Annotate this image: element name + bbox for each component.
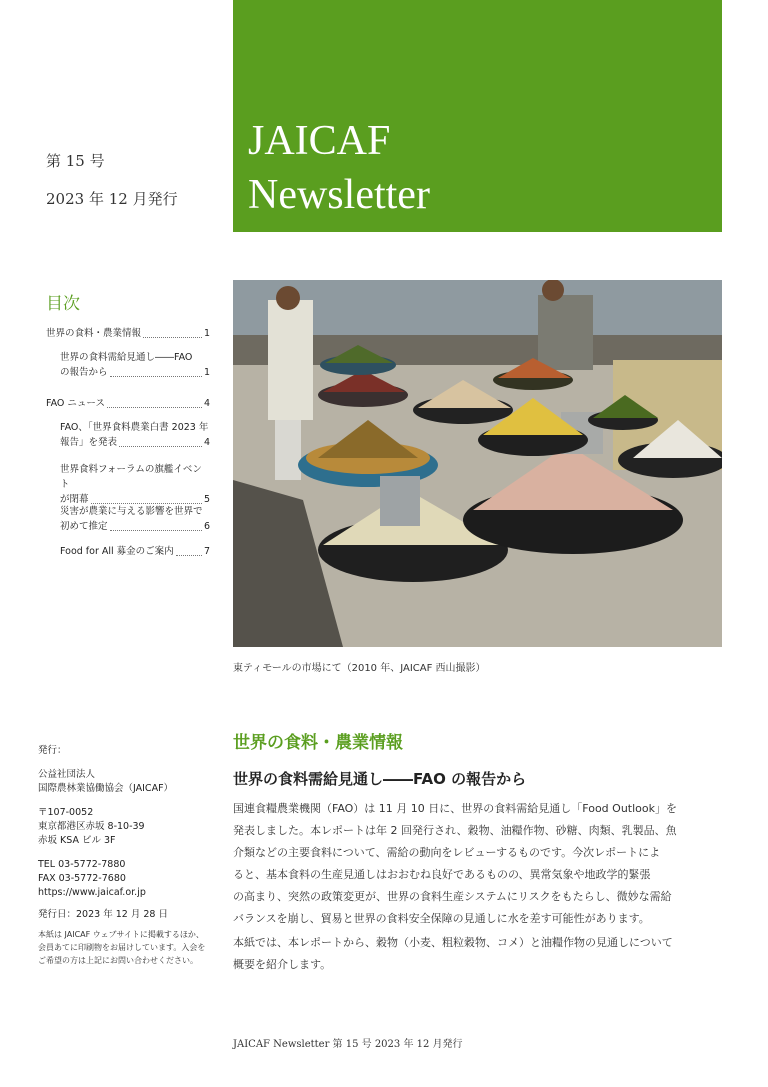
publisher-heading: 発行： bbox=[38, 745, 67, 756]
masthead-banner bbox=[233, 0, 722, 232]
publisher-note: 会員あてに印刷物をお届けしています。入会を bbox=[38, 943, 206, 952]
toc-entry[interactable] bbox=[46, 326, 210, 341]
publisher-tel: TEL 03-5772-7880 bbox=[38, 859, 126, 870]
article-line: 本紙では、本レポートから、穀物（小麦、粗粒穀物、コメ）と油糧作物の見通しについて bbox=[233, 936, 673, 949]
publisher-url[interactable]: https://www.jaicaf.or.jp bbox=[38, 887, 146, 898]
publisher-postal: 〒107-0052 bbox=[38, 807, 94, 818]
article-line: ると、基本食料の生産見通しはおおむね良好であるものの、異常気象や地政学的緊張 bbox=[233, 868, 651, 881]
issue-number: 第 15 号 bbox=[46, 152, 105, 170]
toc-entry-label: FAO、「世界食料農業白書 2023 年 bbox=[60, 422, 209, 433]
article-line: 国連食糧農業機関（FAO）は 11 月 10 日に、世界の食料需給見通し「Food Outlook」を bbox=[233, 802, 677, 815]
market-photo bbox=[233, 280, 722, 647]
toc-entry-page: 6 bbox=[203, 521, 210, 532]
toc-entry[interactable] bbox=[60, 420, 210, 450]
publisher-issued-date: 発行日：2023 年 12 月 28 日 bbox=[38, 909, 168, 920]
toc-entry-label: Food for All 募金のご案内 bbox=[60, 546, 174, 557]
toc-entry[interactable] bbox=[60, 350, 210, 380]
masthead-title-line2: Newsletter bbox=[248, 172, 430, 218]
toc-entry-page: 1 bbox=[203, 328, 210, 339]
publisher-fax: FAX 03-5772-7680 bbox=[38, 873, 126, 884]
toc-title: 目次 bbox=[46, 294, 80, 314]
toc-entry-label-cont: が閉幕 bbox=[60, 494, 89, 505]
toc-entry-label: FAO ニュース bbox=[46, 398, 105, 409]
toc-entry[interactable] bbox=[60, 462, 210, 507]
page-footer: JAICAF Newsletter 第 15 号 2023 年 12 月発行 bbox=[233, 1039, 463, 1050]
publisher-org: 公益社団法人 bbox=[38, 769, 96, 780]
publisher-note: 本紙は JAICAF ウェブサイトに掲載するほか、 bbox=[38, 930, 204, 939]
issue-date: 2023 年 12 月発行 bbox=[46, 190, 178, 208]
publisher-info bbox=[38, 744, 208, 967]
toc-entry-label-cont: 報告」を発表 bbox=[60, 437, 118, 448]
article-line: 発表しました。本レポートは年 2 回発行され、穀物、油糧作物、砂糖、肉類、乳製品、魚 bbox=[233, 824, 677, 837]
section-heading: 世界の食料・農業情報 bbox=[233, 733, 403, 753]
masthead-title-line1: JAICAF bbox=[248, 118, 391, 164]
toc-entry-page: 4 bbox=[203, 437, 210, 448]
article-line: 概要を紹介します。 bbox=[233, 958, 332, 971]
publisher-address: 赤坂 KSA ビル 3F bbox=[38, 835, 116, 846]
toc-entry[interactable] bbox=[60, 544, 210, 559]
toc-entry[interactable] bbox=[60, 504, 210, 534]
publisher-org: 国際農林業協働協会（JAICAF） bbox=[38, 783, 174, 794]
publisher-address: 東京都港区赤坂 8-10-39 bbox=[38, 821, 145, 832]
toc-entry-page: 1 bbox=[203, 367, 210, 378]
toc-entry-label: 災害が農業に与える影響を世界で bbox=[60, 506, 203, 517]
article-line: バランスを崩し、貿易と世界の食料安全保障の見通しに水を差す可能性があります。 bbox=[233, 912, 650, 925]
toc-entry-page: 7 bbox=[203, 546, 210, 557]
toc-entry-page: 4 bbox=[203, 398, 210, 409]
article-paragraph bbox=[233, 932, 723, 976]
toc-entry-label: 世界の食料需給見通し――FAO bbox=[60, 352, 193, 363]
article-paragraph bbox=[233, 798, 723, 930]
article-line: の高まり、突然の政策変更が、世界の食料生産システムにリスクをもたらし、微妙な需給 bbox=[233, 890, 672, 903]
article-title: 世界の食料需給見通し――FAO の報告から bbox=[233, 770, 527, 788]
toc-entry-label-cont: 初めて推定 bbox=[60, 521, 108, 532]
toc-entry-label-cont: の報告から bbox=[60, 367, 108, 378]
toc-entry-label: 世界の食料・農業情報 bbox=[46, 328, 142, 339]
publisher-note: ご希望の方は上記にお問い合わせください。 bbox=[38, 956, 198, 965]
toc-entry-label: 世界食料フォーラムの旗艦イベント bbox=[60, 464, 202, 490]
article-line: 介類などの主要食料について、需給の動向をレビューするものです。今次レポートによ bbox=[233, 846, 661, 859]
photo-caption: 東ティモールの市場にて（2010 年、JAICAF 西山撮影） bbox=[233, 663, 486, 674]
toc-entry-page: 5 bbox=[203, 494, 210, 505]
toc-entry[interactable] bbox=[46, 396, 210, 411]
